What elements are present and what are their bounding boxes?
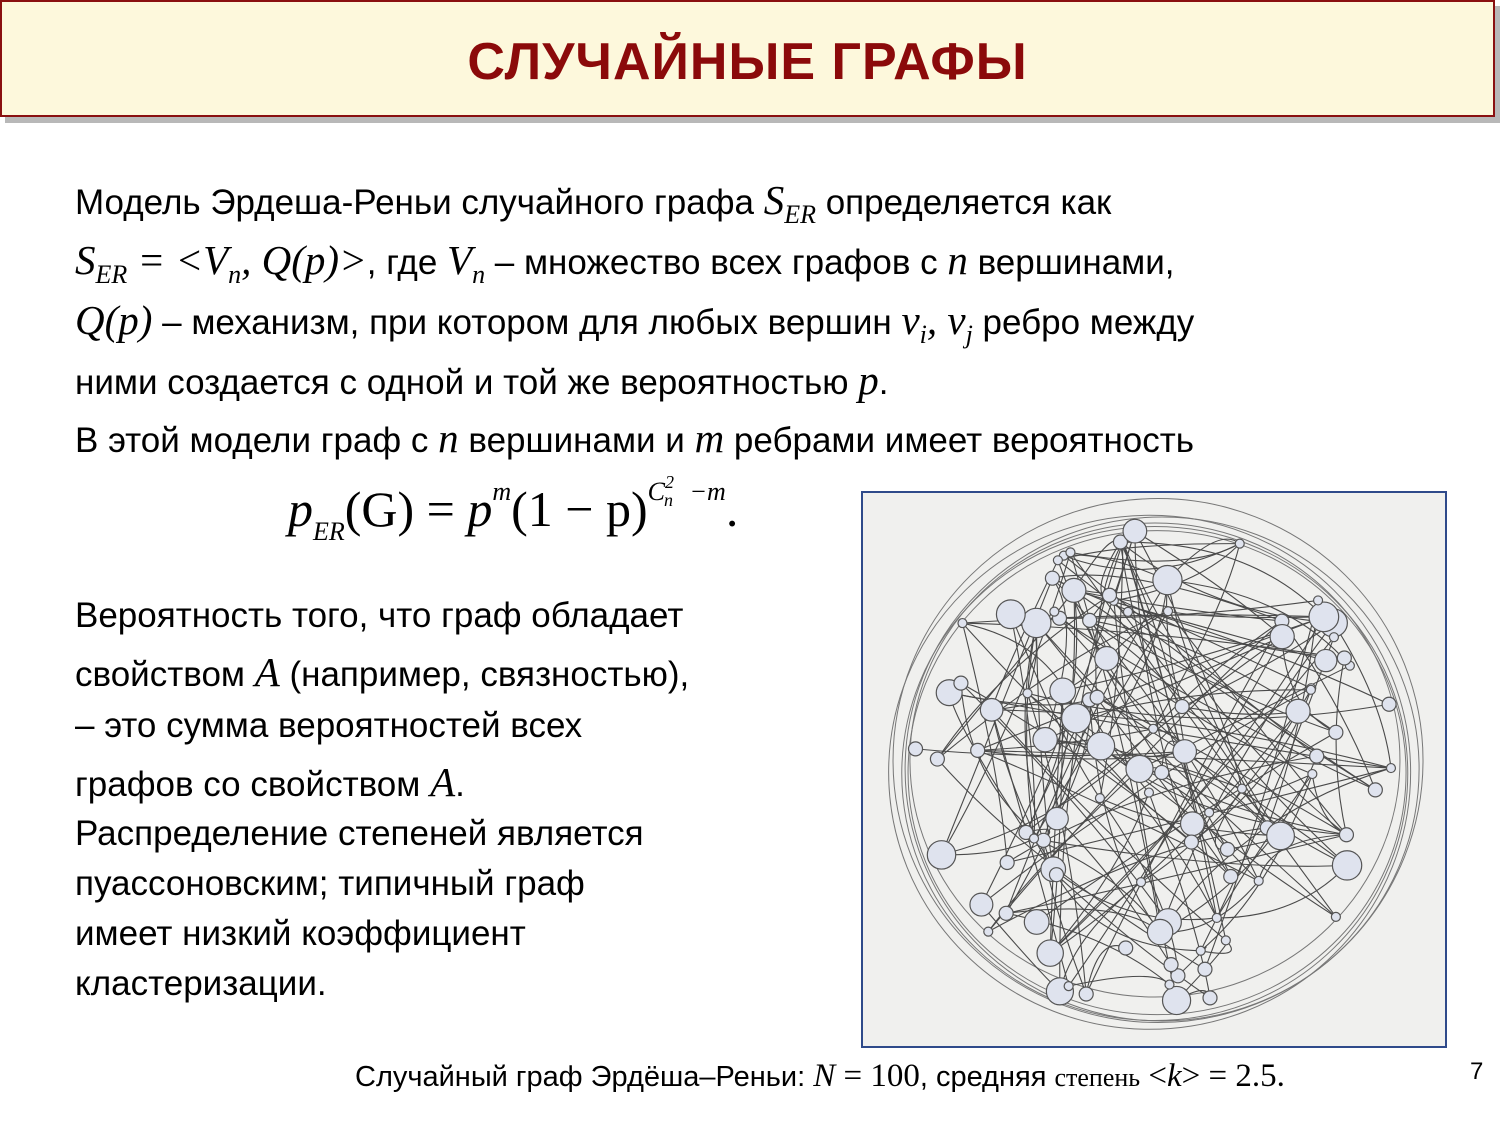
para2-line4 bbox=[75, 760, 465, 807]
text: ребрами имеет вероятность bbox=[724, 421, 1195, 460]
graph-edge bbox=[962, 623, 1007, 862]
graph-node bbox=[1184, 835, 1198, 849]
graph-node bbox=[1079, 987, 1093, 1001]
f-dot: . bbox=[725, 481, 739, 537]
para2-line1: Вероятность того, что граф обладает bbox=[75, 596, 684, 635]
graph-node bbox=[1386, 764, 1395, 773]
math-S: S bbox=[763, 177, 785, 223]
graph-node bbox=[1064, 982, 1073, 991]
math-sub: j bbox=[965, 320, 973, 349]
f-exp-sub: n bbox=[664, 490, 673, 510]
graph-node bbox=[1144, 788, 1153, 797]
graph-node bbox=[1050, 607, 1059, 616]
graph-node bbox=[1205, 808, 1214, 817]
math: < bbox=[1140, 1058, 1168, 1094]
math-A: A bbox=[254, 649, 280, 695]
graph-node bbox=[1329, 725, 1343, 739]
graph-node bbox=[1095, 794, 1104, 803]
graph-node bbox=[1153, 566, 1182, 595]
graph-node bbox=[1119, 941, 1133, 955]
graph-edge bbox=[1069, 976, 1170, 986]
para1-line5 bbox=[75, 416, 1194, 463]
para2-line2 bbox=[75, 650, 689, 697]
text: , средняя bbox=[919, 1061, 1055, 1093]
graph-node bbox=[1164, 958, 1178, 972]
math-sub: n bbox=[228, 260, 242, 289]
graph-node bbox=[1175, 700, 1189, 714]
graph-node bbox=[1267, 822, 1295, 850]
math: , bbox=[926, 297, 948, 343]
graph-node bbox=[1198, 962, 1212, 976]
random-graph-svg bbox=[863, 493, 1445, 1046]
math-Qp: Q(p) bbox=[75, 297, 153, 343]
text: – механизм, при котором для любых вершин bbox=[152, 303, 902, 342]
figure-caption bbox=[355, 1058, 1285, 1095]
math-N: N bbox=[813, 1058, 836, 1094]
text: . bbox=[878, 363, 889, 402]
graph-node bbox=[1066, 548, 1075, 557]
graph-node bbox=[970, 893, 993, 916]
graph-node bbox=[1095, 646, 1119, 670]
graph-node bbox=[1163, 986, 1191, 1014]
f-sup: m bbox=[492, 477, 512, 506]
graph-node bbox=[1024, 910, 1049, 935]
para1-line3 bbox=[75, 298, 1194, 357]
graph-node bbox=[1309, 602, 1339, 632]
f-exp-m: −m bbox=[683, 477, 726, 506]
graph-node bbox=[954, 676, 968, 690]
graph-node bbox=[1254, 876, 1263, 885]
text: определяется как bbox=[815, 183, 1112, 222]
math-sub: ER bbox=[95, 260, 128, 289]
math-k: k bbox=[1167, 1058, 1182, 1094]
graph-node bbox=[958, 619, 967, 628]
graph-node bbox=[1212, 913, 1221, 922]
graph-node bbox=[1147, 919, 1172, 944]
graph-node bbox=[930, 752, 944, 766]
math-sub: i bbox=[919, 320, 927, 349]
text: – множество всех графов с bbox=[485, 243, 948, 282]
graph-node bbox=[1270, 625, 1294, 649]
math-sub: ER bbox=[784, 200, 816, 229]
text: свойством bbox=[75, 655, 255, 694]
para2-line8: кластеризации. bbox=[75, 964, 327, 1003]
graph-node bbox=[1050, 678, 1076, 704]
f-exp-sup: 2 bbox=[665, 472, 674, 492]
f-sub: ER bbox=[313, 517, 345, 546]
text: ними создается с одной и той же вероятностью bbox=[75, 363, 859, 402]
graph-node bbox=[1149, 724, 1158, 733]
random-graph-figure bbox=[861, 491, 1447, 1048]
graph-node bbox=[1306, 685, 1315, 694]
graph-node bbox=[1339, 828, 1353, 842]
graph-node bbox=[1062, 578, 1086, 602]
graph-node bbox=[1382, 697, 1396, 711]
graph-node bbox=[1332, 851, 1361, 880]
title-bar bbox=[0, 0, 1495, 117]
graph-node bbox=[909, 742, 923, 756]
graph-node bbox=[1045, 571, 1059, 585]
f-p: p bbox=[467, 481, 493, 537]
graph-node bbox=[1224, 870, 1238, 884]
graph-node bbox=[1123, 607, 1132, 616]
graph-node bbox=[1221, 936, 1230, 945]
graph-node bbox=[1123, 519, 1147, 543]
graph-node bbox=[1049, 868, 1063, 882]
math-p: p bbox=[858, 357, 879, 403]
graph-node bbox=[1173, 740, 1197, 764]
text: Модель Эрдеша-Реньи случайного графа bbox=[75, 183, 764, 222]
graph-node bbox=[1310, 749, 1324, 763]
graph-node bbox=[1023, 689, 1032, 698]
graph-node bbox=[1203, 991, 1217, 1005]
graph-node bbox=[1037, 940, 1063, 966]
graph-edge bbox=[1057, 819, 1178, 976]
text: Случайный граф Эрдёша–Реньи: bbox=[355, 1061, 814, 1093]
graph-node bbox=[1126, 755, 1153, 782]
graph-node bbox=[999, 906, 1013, 920]
math: , Q(p)> bbox=[241, 237, 367, 283]
para1-line2 bbox=[75, 238, 1175, 297]
math-n: n bbox=[947, 237, 968, 283]
text: (например, связностью), bbox=[279, 655, 690, 694]
graph-node bbox=[984, 927, 993, 936]
graph-node bbox=[1062, 704, 1091, 733]
math-n: n bbox=[438, 415, 459, 461]
text: ребро между bbox=[972, 303, 1195, 342]
math-A: A bbox=[430, 759, 456, 805]
graph-node bbox=[1053, 556, 1062, 565]
graph-node bbox=[1220, 842, 1234, 856]
slide-title: СЛУЧАЙНЫЕ ГРАФЫ bbox=[467, 33, 1028, 91]
graph-node bbox=[1368, 783, 1382, 797]
graph-node bbox=[980, 699, 1003, 722]
text: вершинами и bbox=[458, 421, 695, 460]
math: = 100 bbox=[835, 1058, 920, 1094]
text: графов со свойством bbox=[75, 765, 431, 804]
probability-formula bbox=[288, 472, 739, 547]
f-p: p bbox=[288, 481, 313, 537]
para2-line7: имеет низкий коэффициент bbox=[75, 914, 526, 953]
graph-node bbox=[1196, 946, 1205, 955]
para1-line1 bbox=[75, 178, 1111, 237]
graph-node bbox=[1137, 878, 1146, 887]
text: , где bbox=[366, 243, 448, 282]
graph-node bbox=[1331, 912, 1340, 921]
graph-node bbox=[1033, 727, 1057, 751]
math-S: S bbox=[75, 237, 96, 283]
graph-node bbox=[1165, 980, 1174, 989]
para2-line3: – это сумма вероятностей всех bbox=[75, 706, 583, 745]
text: В этой модели граф с bbox=[75, 421, 439, 460]
graph-node bbox=[1000, 856, 1014, 870]
math: = <V bbox=[127, 237, 229, 283]
graph-edge bbox=[1333, 623, 1391, 768]
f-text: (G) = bbox=[344, 481, 468, 537]
graph-node bbox=[1181, 812, 1205, 836]
graph-node bbox=[1102, 588, 1116, 602]
graph-node bbox=[1314, 596, 1323, 605]
para2-line6: пуассоновским; типичный граф bbox=[75, 864, 585, 903]
f-text: (1 − p) bbox=[511, 481, 648, 537]
page-number: 7 bbox=[1470, 1058, 1484, 1085]
graph-node bbox=[1087, 732, 1115, 760]
text: степень bbox=[1054, 1063, 1141, 1092]
math-v: v bbox=[901, 297, 920, 343]
math-m: m bbox=[694, 415, 725, 461]
graph-node bbox=[1090, 690, 1104, 704]
f-exp: C bbox=[647, 477, 665, 506]
graph-node bbox=[1329, 633, 1338, 642]
text: вершинами, bbox=[967, 243, 1175, 282]
graph-node bbox=[1164, 607, 1173, 616]
graph-node bbox=[1235, 539, 1244, 548]
math-sub: n bbox=[472, 260, 486, 289]
graph-node bbox=[1286, 699, 1310, 723]
graph-node bbox=[1155, 765, 1169, 779]
graph-node bbox=[1315, 649, 1337, 671]
text: . bbox=[455, 765, 465, 804]
graph-node bbox=[1237, 784, 1246, 793]
graph-node bbox=[971, 743, 985, 757]
graph-edge bbox=[978, 750, 1259, 880]
graph-node bbox=[1022, 608, 1051, 637]
graph-node bbox=[927, 841, 955, 869]
graph-node bbox=[996, 600, 1025, 629]
para1-line4 bbox=[75, 358, 888, 405]
math-v: v bbox=[947, 297, 966, 343]
graph-node bbox=[1337, 651, 1351, 665]
math-V: V bbox=[447, 237, 473, 283]
math: > = 2.5. bbox=[1181, 1058, 1285, 1094]
graph-node bbox=[1046, 807, 1068, 829]
graph-node bbox=[1083, 613, 1097, 627]
graph-node bbox=[1308, 770, 1317, 779]
graph-node bbox=[1030, 834, 1039, 843]
para2-line5: Распределение степеней является bbox=[75, 814, 644, 853]
